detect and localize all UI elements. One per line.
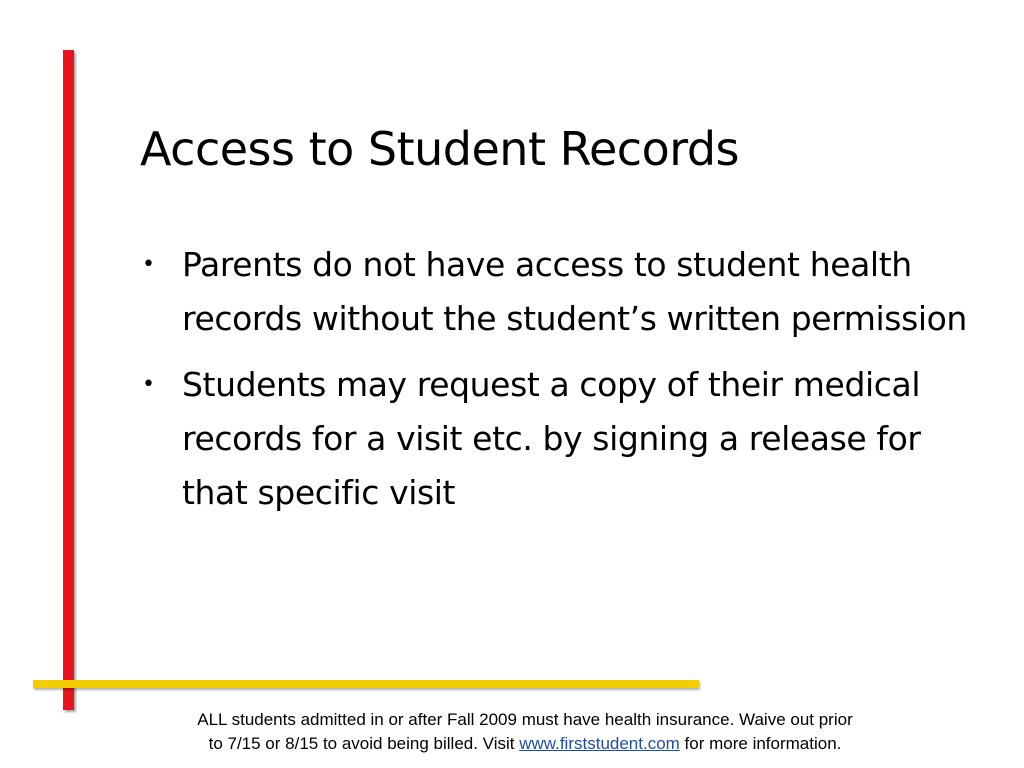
bullet-dot-icon: • [142,372,155,397]
bullet-dot-icon: • [142,252,155,277]
red-accent-bar [63,50,74,710]
bullet-item [140,238,980,346]
firststudent-link[interactable]: www.firststudent.com [519,734,680,753]
bullet-list [140,238,980,532]
bullet-text: Students may request a copy of their medical records for a visit etc. by signing a release for that specific visit [182,365,921,512]
footer-note [110,708,940,756]
yellow-accent-bar [33,680,699,688]
slide-title: Access to Student Records [140,122,739,176]
footer-line-1: ALL students admitted in or after Fall 2009 must have health insurance. Waive out prior [197,710,853,729]
footer-line-2-start: to 7/15 or 8/15 to avoid being billed. Visit [208,734,520,753]
footer-line-2-end: for more information. [679,734,842,753]
bullet-item [140,358,980,520]
bullet-text: Parents do not have access to student health records without the student’s written permission [182,245,967,338]
